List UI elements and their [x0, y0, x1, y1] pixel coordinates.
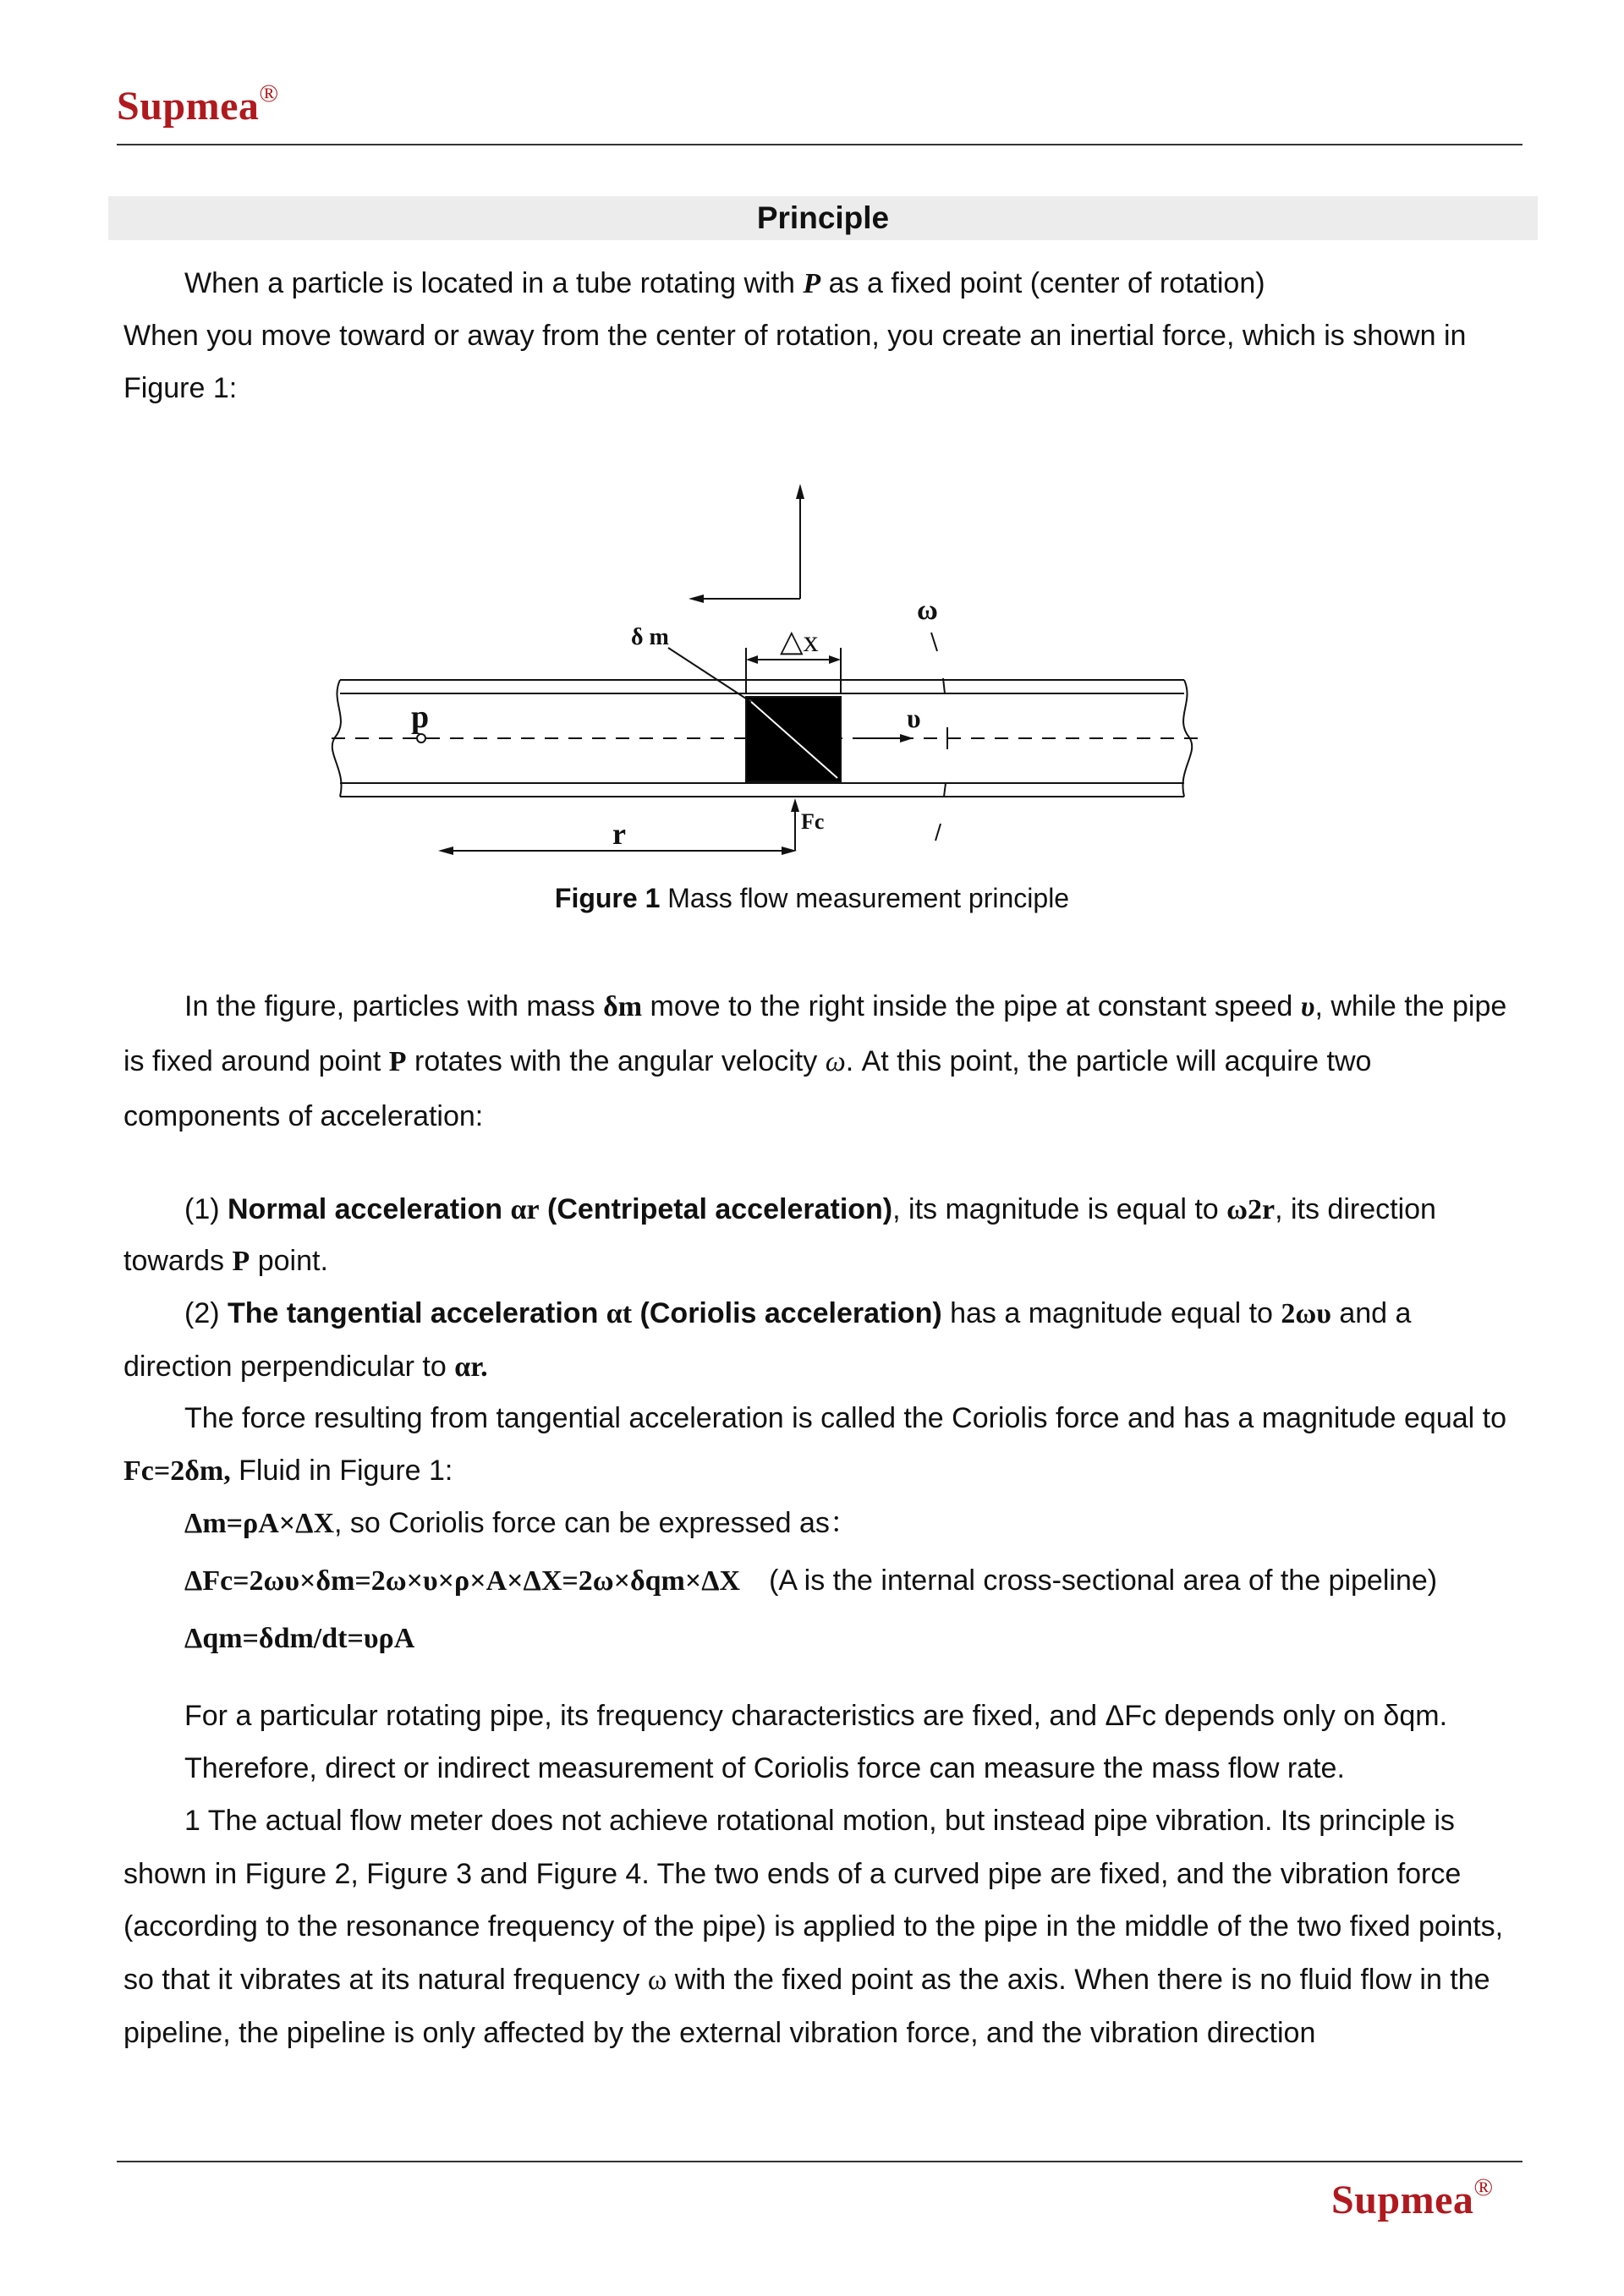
equation-2: ΔFc=2ωυ×δm=2ω×υ×ρ×A×ΔX=2ω×δqm×ΔX (A is the internal cross-sectional area of the pipeline): [184, 1564, 1438, 1597]
label-dx: △x: [780, 624, 819, 658]
paragraph-vibration: 1 The actual flow meter does not achieve rotational motion, but instead pipe vibration. Its principle is shown in Figure 2, Figure 3 and Figure 4. The two ends of a curved pipe are fixed, and the vibration force (according to the resonance frequency of the pipe) is applied to the pipe in the middle of the two fixed points, so that it vibrates at its natural frequency ω with the fixed point as the axis. When there is no fluid flow in the pipeline, the pipeline is only affected by the external vibration force, and the vibration direction: [123, 1805, 1504, 2049]
omega-mark-4: [944, 783, 946, 797]
omega-mark-5: [935, 824, 941, 841]
registered-mark: ®: [1473, 2173, 1494, 2201]
intro-line-2: When you move toward or away from the center of rotation, you create an inertial force, which is shown in Figure 1:: [123, 320, 1467, 404]
footer-rule: [117, 2161, 1522, 2162]
equation-1: Δm=ρA×ΔX, so Coriolis force can be expressed as：: [184, 1507, 859, 1539]
label-v: υ: [907, 703, 921, 733]
label-dm: δ m: [631, 624, 669, 650]
section-title: Principle: [108, 196, 1538, 240]
paragraph-frequency: For a particular rotating pipe, its frequency characteristics are fixed, and ΔFc depends only on δqm.: [184, 1700, 1448, 1732]
rotation-arrow-head-up: [796, 484, 804, 499]
velocity-arrow-head: [900, 734, 914, 743]
fc-arrow-head: [791, 798, 799, 812]
paragraph-measurement: Therefore, direct or indirect measurement of Coriolis force can measure the mass flow rate.: [184, 1752, 1345, 1784]
header-logo: Supmea®: [117, 79, 279, 129]
dx-arrow-right: [829, 655, 841, 664]
label-r: r: [612, 817, 626, 851]
omega-mark-1: [931, 633, 937, 651]
list-item-normal-acceleration: (1) Normal acceleration αr (Centripetal acceleration), its magnitude is equal to ω2r, its direction towards P point.: [123, 1193, 1436, 1277]
paragraph-coriolis-force: The force resulting from tangential acceleration is called the Coriolis force and has a magnitude equal to Fc=2δm, Fluid in Figure 1:: [123, 1402, 1506, 1487]
dx-arrow-left: [746, 655, 758, 664]
registered-mark: ®: [259, 79, 279, 107]
intro-line-1: When a particle is located in a tube rotating with P as a fixed point (center of rotation): [184, 267, 1265, 299]
rotation-arrow-head-left: [689, 595, 704, 603]
figure-1-caption: Figure 1 Mass flow measurement principle: [554, 883, 1070, 913]
header-rule: [117, 144, 1522, 145]
list-item-tangential-acceleration: (2) The tangential acceleration αt (Coriolis acceleration) has a magnitude equal to 2ωυ and a direction perpendicular to αr.: [123, 1297, 1412, 1383]
paragraph-1: In the figure, particles with mass δm move to the right inside the pipe at constant speed υ, while the pipe is fixed around point P rotates with the angular velocity ω. At this point, the particle will acquire two components of acceleration:: [123, 990, 1507, 1132]
footer-logo: Supmea®: [1331, 2173, 1494, 2222]
label-fc: Fc: [801, 809, 825, 834]
label-p: p: [411, 699, 430, 735]
r-arrow-left: [438, 847, 453, 855]
label-omega: ω: [917, 595, 938, 626]
equation-3: Δqm=δdm/dt=υρA: [184, 1623, 415, 1654]
point-p-marker: [417, 734, 425, 743]
figure-1-diagram: [321, 482, 1218, 871]
